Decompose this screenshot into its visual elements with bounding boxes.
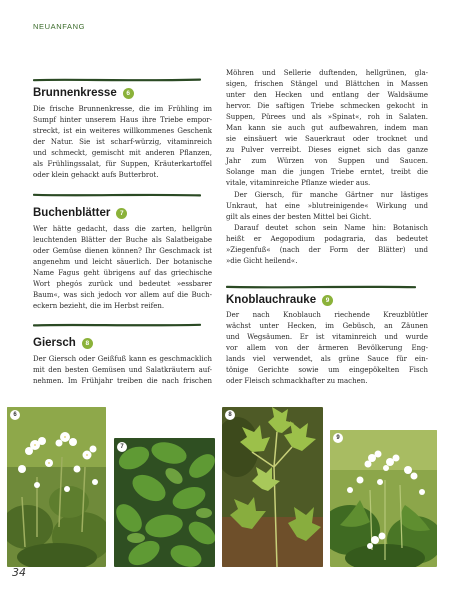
heading-brunnenkresse-title: Brunnenkresse: [33, 87, 117, 99]
text-line: Baum«, was sich jedoch vor allem auf die Buch-: [33, 291, 212, 300]
text-line: leuchtenden Blätter der Buche als Salatbeigabe: [33, 236, 212, 245]
text-line: Wer hätte gedacht, dass die zarten, hellgrün: [33, 225, 212, 233]
heading-giersch: [33, 337, 93, 349]
heading-knoblauchrauke: [226, 294, 333, 306]
text-line: zu Pulver verreibt. Dieses eignet sich das ganze: [226, 146, 428, 155]
text-giersch: [33, 354, 212, 387]
text-line: Der Giersch, für manche Gärtner nur lästiges: [234, 190, 428, 199]
text-line: Der nach Knoblauch riechende Kreuzblütler: [226, 311, 428, 319]
text-line: Der Giersch oder Geißfuß kann es geschmacklich: [33, 355, 212, 363]
badge-8: 8: [82, 338, 93, 349]
text-line: Jahr zum Würzen von Suppen und Saucen.: [226, 157, 428, 166]
section-divider-stroke: [33, 193, 201, 197]
badge-7: 7: [116, 208, 127, 219]
photo-giersch: [222, 407, 323, 567]
text-line: unter den Hecken und entlang der Waldsäume: [226, 91, 428, 100]
text-line: und schmeckt, gemischt mit anderen Pflanzen,: [33, 149, 212, 158]
chapter-label: NEUANFANG: [33, 22, 86, 31]
text-line: Man kann sie auch gut aufbewahren, indem man: [226, 124, 428, 133]
text-line: und Wegsäumen. Er ist vitaminreich und wurde: [226, 333, 428, 342]
heading-buchenblaetter: [33, 207, 127, 219]
text-line: Die frische Brunnenkresse, die im Frühling im: [33, 105, 212, 113]
text-line: Sumpf hinter unserem Haus ihre Triebe empor-: [33, 116, 212, 125]
section-divider-stroke: [226, 285, 416, 289]
text-line: »Ziegenfuß« (nach der Form der Blätter) und: [226, 245, 428, 254]
text-giersch-continued: [226, 68, 428, 267]
photo-buchenblaetter: [114, 438, 215, 567]
photo-number-8: 8: [225, 410, 235, 420]
text-line: mit den besten Gemüsen und Salatkräutern auf-: [33, 366, 212, 375]
text-line: Darauf deutet schon sein Name hin: Botanisch: [234, 223, 428, 232]
text-line: eckern bezieht, die im Herbst reifen.: [33, 302, 165, 311]
text-line: lands viel verwendet, als grüne Sauce für ein-: [226, 355, 428, 364]
page-number: 34: [12, 566, 26, 579]
text-line: der Natur. Sie ist scharf-würzig, vitaminreich: [33, 138, 212, 147]
text-line: oder Gemüse dienen können? Ihr Geschmack ist: [33, 247, 212, 256]
text-line: wächst unter Hecken, im Gebüsch, an Zäunen: [226, 322, 428, 331]
photo-knoblauchrauke: [330, 430, 437, 567]
text-line: heißt er Aegopodium podagraria, das bedeutet: [226, 234, 428, 243]
heading-brunnenkresse: [33, 87, 134, 99]
text-line: Suppen, Pürees und als »Spinat«, roh in Salaten.: [226, 113, 428, 122]
text-knoblauchrauke: [226, 310, 428, 387]
photo-number-9: 9: [333, 433, 343, 443]
text-line: nehmen. Im Frühjahr treiben die nach frischen: [33, 377, 212, 386]
text-line: streckt, ist ein weiteres willkommenes Geschenk: [33, 127, 212, 136]
heading-buchenblaetter-title: Buchenblätter: [33, 207, 111, 219]
text-line: »die Gicht heilend«.: [226, 256, 298, 265]
text-brunnenkresse: [33, 104, 212, 181]
text-line: tönige Gerichte sowie um eingepökelten Fisch: [226, 366, 428, 375]
badge-9: 9: [322, 295, 333, 306]
text-line: gilt als eines der besten Mittel bei Gicht.: [226, 212, 372, 221]
heading-giersch-title: Giersch: [33, 337, 76, 349]
text-line: Solange man die jungen Triebe erntet, treibt die: [226, 168, 428, 177]
section-divider-stroke: [33, 323, 201, 327]
text-line: als Frühlingssalat, für Suppen, Kräuterkartoffel: [33, 160, 212, 169]
text-line: vor allem von der ärmeren Bevölkerung Eng-: [226, 344, 428, 353]
section-divider-stroke: [33, 78, 201, 82]
text-line: Möhren und Sellerie duftenden, hellgrünen, gla-: [226, 69, 428, 77]
heading-knoblauchrauke-title: Knoblauchrauke: [226, 294, 317, 306]
badge-6: 6: [123, 88, 134, 99]
photo-number-6: 6: [10, 410, 20, 420]
text-line: angenehm und leicht säuerlich. Der botanische: [33, 258, 212, 267]
text-line: vitale, vitaminreiche Pflanze wieder aus.: [226, 179, 371, 188]
text-line: hervor. Die saftigen Triebe schmecken gekocht in: [226, 102, 428, 111]
text-line: Unkraut, hat eine »blutreinigende« Wirkung und: [226, 201, 428, 210]
text-buchenblaetter: [33, 224, 212, 312]
text-line: oder klein gehackt aufs Butterbrot.: [33, 171, 159, 180]
text-line: oder Fleisch schmackhafter zu machen.: [226, 377, 368, 386]
text-line: sigen, frischen Stängel und Blättchen in Massen: [226, 80, 428, 89]
text-line: Wort phegós zurück und bedeutet »essbarer: [33, 280, 212, 289]
photo-brunnenkresse: [7, 407, 106, 567]
photo-number-7: 7: [117, 442, 127, 452]
text-line: sie einsäuert wie Sauerkraut oder trocknet und: [226, 135, 428, 144]
text-line: Name Fagus geht übrigens auf das griechische: [33, 269, 212, 278]
